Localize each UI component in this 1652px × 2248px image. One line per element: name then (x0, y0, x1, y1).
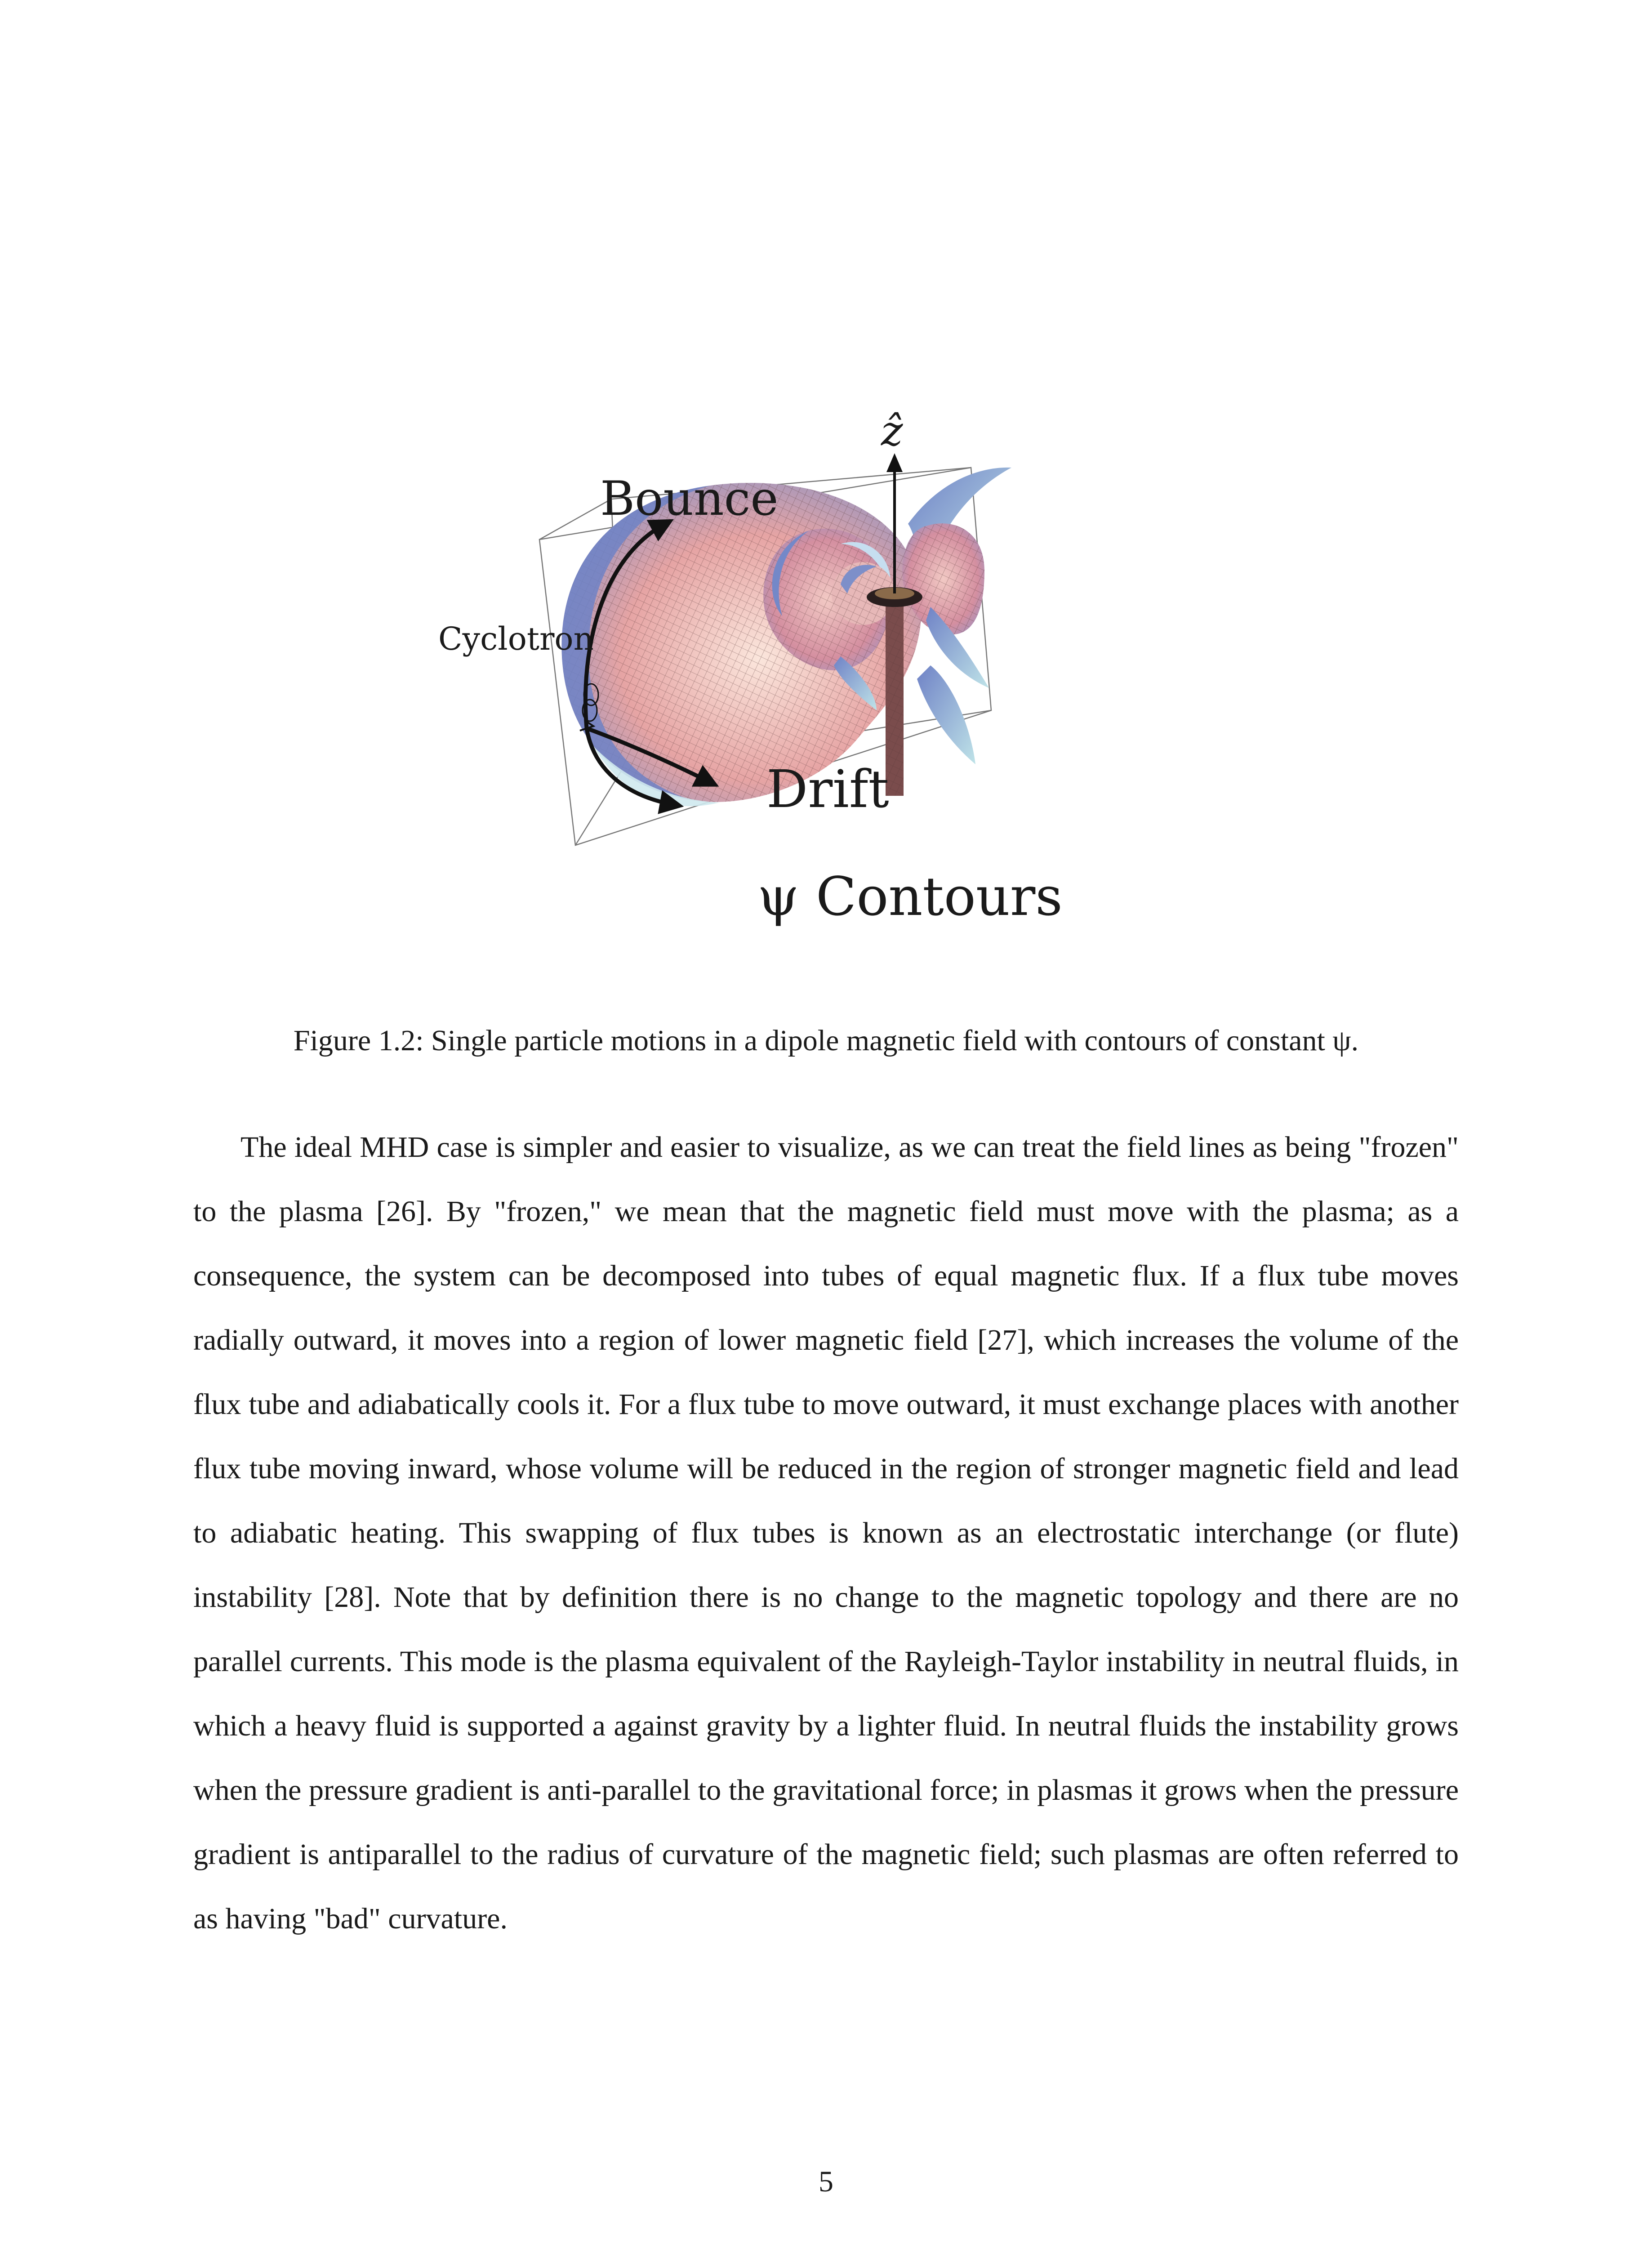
bounce-label: Bounce (600, 471, 779, 526)
dipole-figure (423, 396, 1097, 953)
psi-contours-label: ψ Contours (757, 865, 1063, 928)
figure-caption: Figure 1.2: Single particle motions in a dipole magnetic field with contours of constant ψ. (293, 1024, 1359, 1057)
body-paragraph: The ideal MHD case is simpler and easier to visualize, as we can treat the field lines as being "frozen" to the plasma [26]. By "frozen," we mean that the magnetic field must move with the plasma; as a consequence, the system can be decomposed into tubes of equal magnetic flux. If a flux tube moves radially outward, it moves into a region of lower magnetic field [27], which increases the volume of the flux tube and adiabatically cools it. For a flux tube to move outward, it must exchange places with another flux tube moving inward, whose volume will be reduced in the region of stronger magnetic field and lead to adiabatic heating. This swapping of flux tubes is known as an electrostatic interchange (or flute) instability [28]. Note that by definition there is no change to the magnetic topology and there are no parallel currents. This mode is the plasma equivalent of the Rayleigh-Taylor instability in neutral fluids, in which a heavy fluid is supported a against gravity by a lighter fluid. In neutral fluids the instability grows when the pressure gradient is anti-parallel to the gravitational force; in plasmas it grows when the pressure gradient is antiparallel to the radius of curvature of the magnetic field; such plasmas are often referred to as having "bad" curvature. (193, 1131, 1459, 1935)
page-number: 5 (819, 2165, 833, 2198)
cyclotron-label: Cyclotron (438, 620, 594, 657)
dipole-figure-svg (423, 396, 1097, 953)
drift-label: Drift (766, 759, 889, 820)
z-axis-label: ẑ (881, 407, 903, 455)
